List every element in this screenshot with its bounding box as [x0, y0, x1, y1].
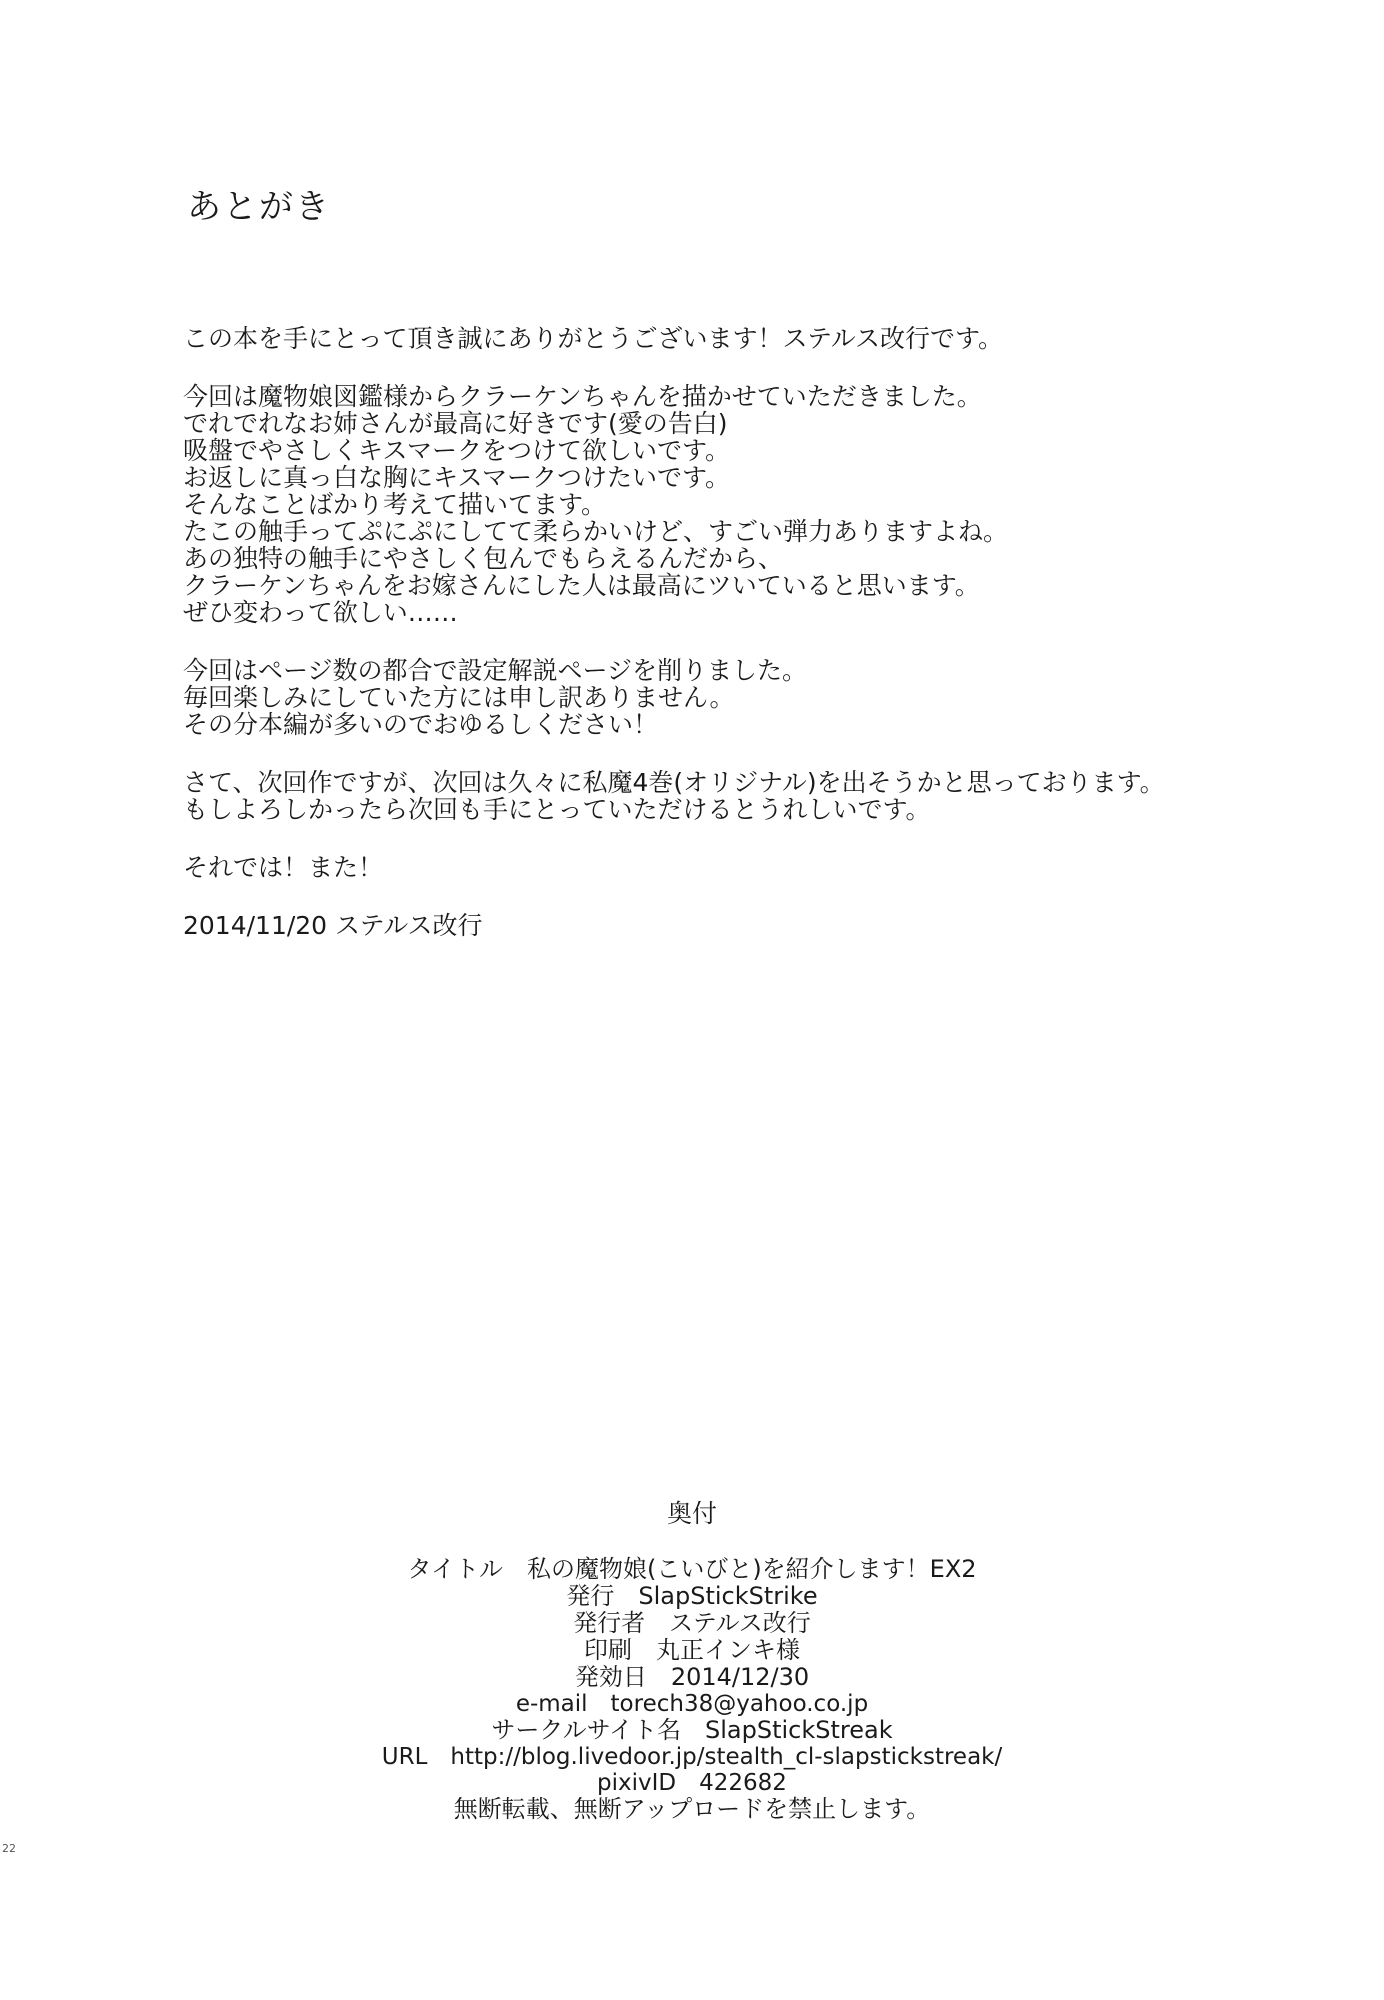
colophon-pixiv: pixivID 422682 — [597, 1770, 787, 1796]
colophon-title-line: タイトル 私の魔物娘(こいびと)を紹介します！EX2 — [407, 1555, 977, 1583]
text-line: クラーケンちゃんをお嫁さんにした人は最高にツいていると思います。 — [183, 571, 980, 600]
text-line: もしよろしかったら次回も手にとっていただけるとうれしいです。 — [183, 795, 931, 824]
colophon-circle-site: サークルサイト名 SlapStickStreak — [491, 1716, 893, 1744]
text-line: あの独特の触手にやさしく包んでもらえるんだから、 — [183, 544, 784, 573]
afterword-paragraph — [183, 769, 1323, 823]
text-line: さて、次回作ですが、次回は久々に私魔4巻(オリジナル)を出そうかと思っております。 — [183, 768, 1165, 797]
afterword-heading: あとがき — [187, 187, 331, 227]
text-line: ぜひ変わって欲しい…… — [183, 598, 458, 627]
colophon-notice: 無断転載、無断アップロードを禁止します。 — [453, 1795, 931, 1823]
text-line: でれでれなお姉さんが最高に好きです(愛の告白) — [183, 409, 728, 438]
afterword-paragraph — [183, 854, 1323, 881]
colophon-title: 奥付 — [666, 1499, 717, 1528]
afterword-paragraph — [183, 325, 1323, 352]
text-line: 2014/11/20 ステルス改行 — [183, 911, 483, 940]
text-line: お返しに真っ白な胸にキスマークつけたいです。 — [183, 463, 731, 492]
colophon-email: e-mail torech38@yahoo.co.jp — [515, 1691, 869, 1717]
afterword-paragraph — [183, 657, 1323, 738]
colophon — [300, 1500, 1084, 1823]
colophon-printer: 印刷 丸正インキ様 — [584, 1636, 800, 1664]
text-line: その分本編が多いのでおゆるしください！ — [183, 710, 659, 739]
colophon-url: URL http://blog.livedoor.jp/stealth_cl-slapstickstreak/ — [381, 1744, 1003, 1770]
text-line: それでは！また！ — [183, 853, 384, 882]
afterword-signature — [183, 912, 1323, 939]
colophon-date: 発効日 2014/12/30 — [574, 1663, 810, 1691]
colophon-publisher: 発行 SlapStickStrike — [566, 1582, 818, 1610]
page-number: 22 — [2, 1842, 16, 1855]
text-line: 今回は魔物娘図鑑様からクラーケンちゃんを描かせていただきました。 — [183, 382, 982, 411]
afterword-paragraph — [183, 383, 1323, 626]
text-line: 今回はページ数の都合で設定解説ページを削りました。 — [183, 656, 808, 685]
text-line: この本を手にとって頂き誠にありがとうございます！ステルス改行です。 — [183, 324, 1004, 353]
text-line: そんなことばかり考えて描いてます。 — [183, 490, 607, 519]
afterword-body — [183, 325, 1323, 970]
text-line: たこの触手ってぷにぷにしてて柔らかいけど、すごい弾力ありますよね。 — [183, 517, 1009, 546]
colophon-issuer: 発行者 ステルス改行 — [573, 1609, 811, 1637]
text-line: 吸盤でやさしくキスマークをつけて欲しいです。 — [183, 436, 731, 465]
text-line: 毎回楽しみにしていた方には申し訳ありません。 — [183, 683, 735, 712]
